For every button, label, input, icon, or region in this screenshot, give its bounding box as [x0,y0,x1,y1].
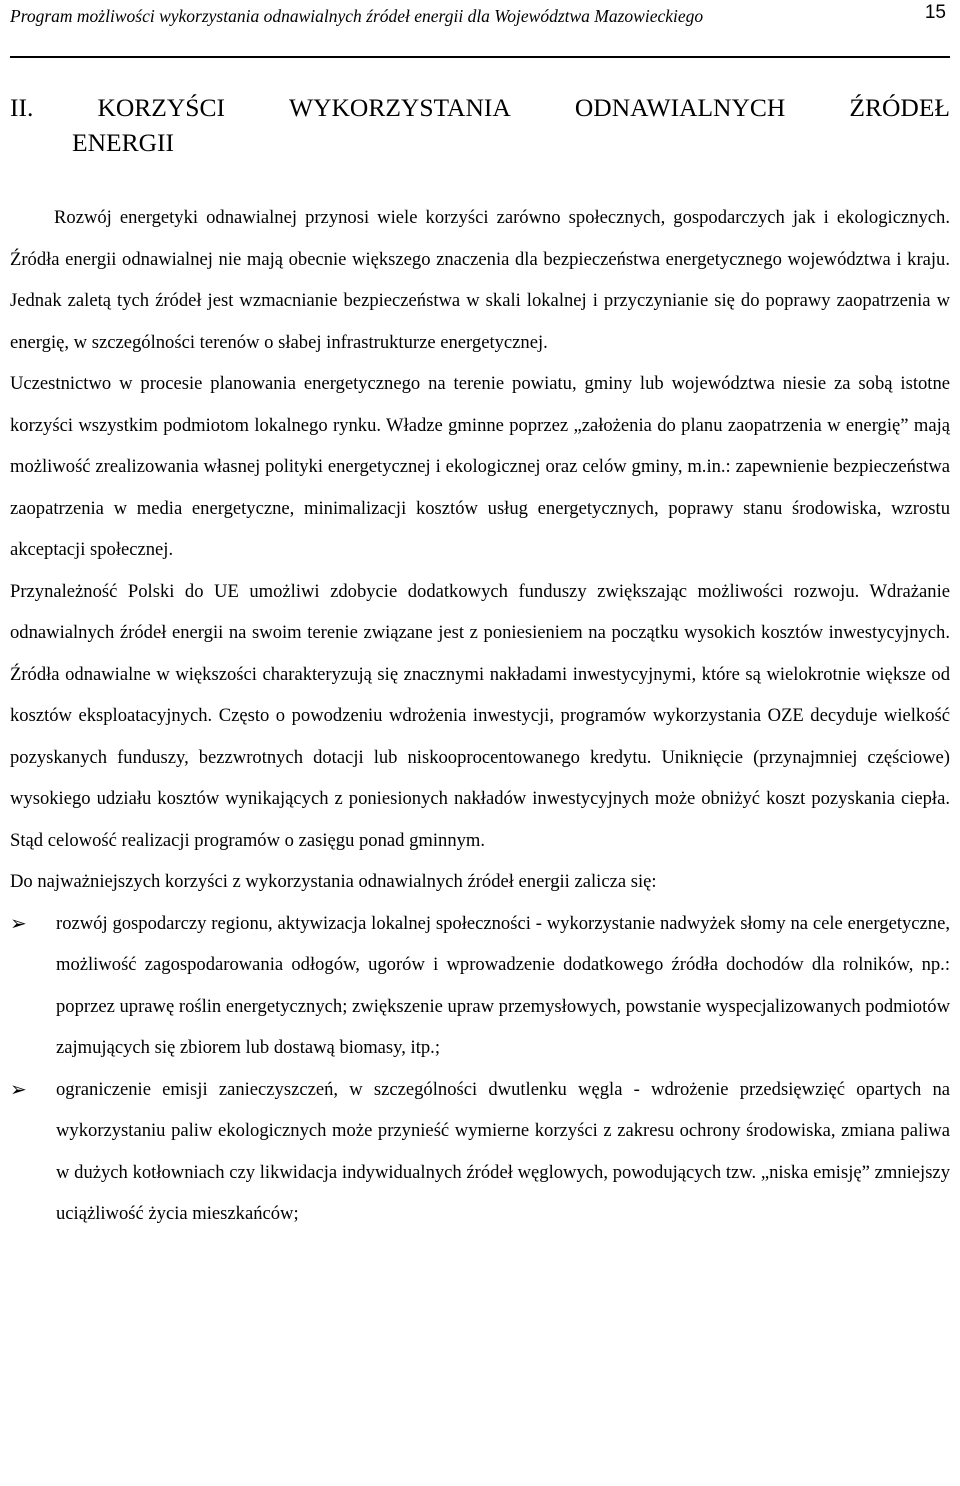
paragraph-planning: Uczestnictwo w procesie planowania energetycznego na terenie powiatu, gminy lub województwa niesie za sobą istotne korzyści wszystkim podmiotom lokalnego rynku. Władze gminne poprzez „założenia do planu zaopatrzenia w energię” mają możliwość zrealizowania własnej polityki energetycznej i ekologicznej oraz celów gminy, m.in.: zapewnienie bezpieczeństwa zaopatrzenia w media energetyczne, minimalizacji kosztów usług energetycznych, poprawy stanu środowiska, wzrostu akceptacji społecznej. [10,373,950,560]
section-heading [10,90,950,160]
heading-word: ŹRÓDEŁ [849,93,950,122]
header-title: Program możliwości wykorzystania odnawialnych źródeł energii dla Województwa Mazowieckiego [10,6,704,26]
arrow-bullet-icon: ➢ [10,1076,27,1101]
section-heading-line-2 [10,125,950,160]
paragraph-funding: Przynależność Polski do UE umożliwi zdobycie dodatkowych funduszy zwiększając możliwości rozwoju. Wdrażanie odnawialnych źródeł energii na swoim terenie związane jest z poniesieniem na początku wysokich kosztów inwestycyjnych. Źródła odnawialne w większości charakteryzują się znacznymi nakładami inwestycyjnymi, które są wielokrotnie większe od kosztów eksploatacyjnych. Często o powodzeniu wdrożenia inwestycji, programów wykorzystania OZE decyduje wielkość pozyskanych funduszy, bezzwrotnych dotacji lub niskooprocentowanego kredytu. Uniknięcie (przynajmniej częściowe) wysokiego udziału kosztów wynikających z poniesionych nakładów inwestycyjnych może obniżyć koszt pozyskania ciepła. Stąd celowość realizacji programów o zasięgu ponad gminnym. [10,580,950,851]
list-item-text: rozwój gospodarczy regionu, aktywizacja lokalnej społeczności - wykorzystanie nadwyżek słomy na cele energetyczne, możliwość zagospodarowania odłogów, ugorów i wprowadzenie dodatkowego źródła dochodów dla rolników, np.: poprzez uprawę roślin energetycznych; zwiększenie upraw przemysłowych, powstanie wyspecjalizowanych podmiotów zajmujących się zbiorem lub dostawą biomasy, itp.; [56,912,950,1058]
section-number: II. [10,93,34,122]
page-number: 15 [924,2,946,23]
benefits-list [10,903,950,1235]
heading-word: KORZYŚCI [97,93,225,122]
paragraph-benefits-lead: Do najważniejszych korzyści z wykorzystania odnawialnych źródeł energii zalicza się: [10,871,657,892]
list-item-text: ograniczenie emisji zanieczyszczeń, w szczególności dwutlenku węgla - wdrożenie przedsięwzięć opartych na wykorzystaniu paliw ekologicznych może przynieść wymierne korzyści z zakresu ochrony środowiska, zmiana paliwa w dużych kotłowniach czy likwidacja indywidualnych źródeł węglowych, powodujących tzw. „niska emisję” zmniejszy uciążliwość życia mieszkańców; [56,1078,950,1224]
heading-word: WYKORZYSTANIA [289,93,511,122]
section-heading-line-1 [10,90,950,125]
arrow-bullet-icon: ➢ [10,910,27,935]
document-body [10,197,950,1235]
heading-word: ODNAWIALNYCH [574,93,786,122]
list-item [10,903,950,1069]
heading-word: ENERGII [72,128,174,157]
page-header [10,0,950,58]
paragraph-intro: Rozwój energetyki odnawialnej przynosi wiele korzyści zarówno społecznych, gospodarczych jak i ekologicznych. Źródła energii odnawialnej nie mają obecnie większego znaczenia dla bezpieczeństwa energetycznego województwa i kraju. Jednak zaletą tych źródeł jest wzmacnianie bezpieczeństwa w skali lokalnej i przyczynianie się do poprawy zaopatrzenia w energię, w szczególności terenów o słabej infrastrukturze energetycznej. [10,207,950,353]
list-item [10,1069,950,1235]
